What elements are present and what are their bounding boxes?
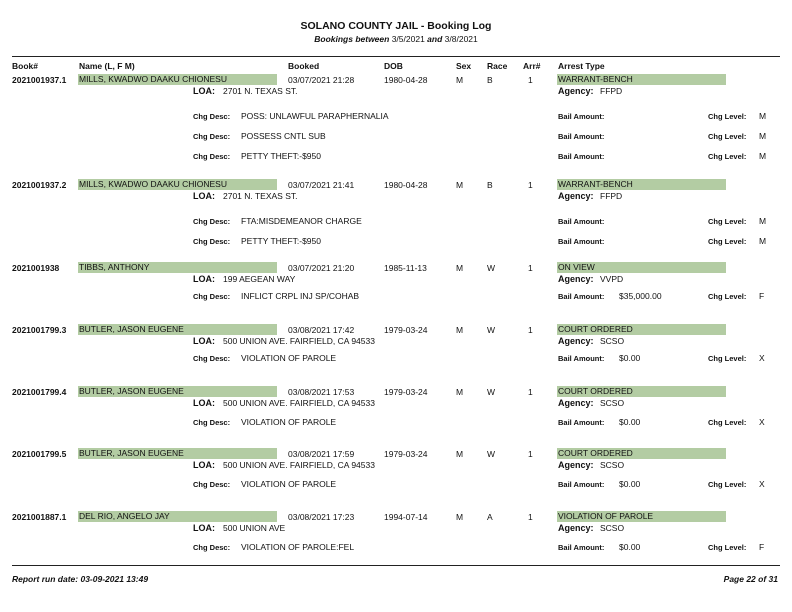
sex-value: M — [456, 512, 464, 522]
date-of-birth: 1980-04-28 — [384, 75, 428, 85]
sex-value: M — [456, 449, 464, 459]
inmate-name: TIBBS, ANTHONY — [78, 262, 277, 273]
charge-description: POSS: UNLAWFUL PARAPHERNALIA — [241, 111, 389, 121]
charge-description: VIOLATION OF PAROLE — [241, 353, 337, 363]
agency-label: Agency: — [558, 191, 594, 201]
arrest-type: COURT ORDERED — [557, 448, 726, 459]
loa-value: 500 UNION AVE. FAIRFIELD, CA 94533 — [223, 460, 375, 470]
chg-desc-label: Chg Desc: — [193, 217, 231, 226]
race-value: B — [487, 75, 493, 85]
charge-description: PETTY THEFT:-$950 — [241, 151, 321, 161]
loa-label: LOA: — [193, 86, 215, 96]
chg-level-label: Chg Level: — [708, 112, 747, 121]
col-header-booked: Booked — [288, 61, 320, 71]
chg-level-label: Chg Level: — [708, 132, 747, 141]
chg-desc-label: Chg Desc: — [193, 132, 231, 141]
race-value: W — [487, 387, 496, 397]
report-run-date: Report run date: 03-09-2021 13:49 — [12, 574, 149, 584]
bail-amount-label: Bail Amount: — [558, 292, 605, 301]
agency-label: Agency: — [558, 398, 594, 408]
bail-amount-label: Bail Amount: — [558, 152, 605, 161]
chg-desc-label: Chg Desc: — [193, 112, 231, 121]
charge-level: F — [759, 291, 765, 301]
charge-description: POSSESS CNTL SUB — [241, 131, 326, 141]
inmate-name: MILLS, KWADWO DAAKU CHIONESU — [78, 179, 277, 190]
arrest-number: 1 — [528, 512, 533, 522]
bail-amount-value: $35,000.00 — [619, 291, 662, 301]
agency-label: Agency: — [558, 460, 594, 470]
bail-amount-label: Bail Amount: — [558, 132, 605, 141]
date-of-birth: 1979-03-24 — [384, 325, 428, 335]
booking-number: 2021001937.1 — [12, 75, 67, 85]
charge-level: X — [759, 353, 765, 363]
booked-datetime: 03/08/2021 17:53 — [288, 387, 355, 397]
charge-description: VIOLATION OF PAROLE:FEL — [241, 542, 355, 552]
subtitle-prefix: Bookings between — [314, 34, 390, 44]
chg-desc-label: Chg Desc: — [193, 418, 231, 427]
sex-value: M — [456, 75, 464, 85]
arrest-number: 1 — [528, 180, 533, 190]
loa-value: 2701 N. TEXAS ST. — [223, 191, 298, 201]
loa-label: LOA: — [193, 336, 215, 346]
chg-level-label: Chg Level: — [708, 543, 747, 552]
booking-number: 2021001799.4 — [12, 387, 67, 397]
loa-value: 500 UNION AVE — [223, 523, 286, 533]
charge-level: M — [759, 236, 767, 246]
agency-label: Agency: — [558, 274, 594, 284]
chg-desc-label: Chg Desc: — [193, 152, 231, 161]
col-header-arrest-type: Arrest Type — [558, 61, 605, 71]
bail-amount-label: Bail Amount: — [558, 543, 605, 552]
inmate-name: DEL RIO, ANGELO JAY — [78, 511, 277, 522]
chg-desc-label: Chg Desc: — [193, 543, 231, 552]
chg-desc-label: Chg Desc: — [193, 237, 231, 246]
col-header-race: Race — [487, 61, 508, 71]
sex-value: M — [456, 263, 464, 273]
bail-amount-label: Bail Amount: — [558, 354, 605, 363]
col-header-book: Book# — [12, 61, 38, 71]
charge-description: PETTY THEFT:-$950 — [241, 236, 321, 246]
loa-value: 2701 N. TEXAS ST. — [223, 86, 298, 96]
arrest-type: WARRANT-BENCH — [557, 179, 726, 190]
arrest-number: 1 — [528, 449, 533, 459]
booked-datetime: 03/08/2021 17:59 — [288, 449, 355, 459]
agency-value: SCSO — [600, 398, 625, 408]
loa-value: 199 AEGEAN WAY — [223, 274, 296, 284]
charge-level: M — [759, 216, 767, 226]
chg-level-label: Chg Level: — [708, 480, 747, 489]
charge-description: INFLICT CRPL INJ SP/COHAB — [241, 291, 360, 301]
chg-desc-label: Chg Desc: — [193, 354, 231, 363]
agency-value: SCSO — [600, 523, 625, 533]
race-value: A — [487, 512, 493, 522]
booked-datetime: 03/07/2021 21:41 — [288, 180, 355, 190]
loa-label: LOA: — [193, 398, 215, 408]
page-number: Page 22 of 31 — [723, 574, 778, 584]
arrest-type: VIOLATION OF PAROLE — [557, 511, 726, 522]
date-of-birth: 1980-04-28 — [384, 180, 428, 190]
loa-value: 500 UNION AVE. FAIRFIELD, CA 94533 — [223, 398, 375, 408]
chg-desc-label: Chg Desc: — [193, 292, 231, 301]
booking-number: 2021001937.2 — [12, 180, 67, 190]
chg-level-label: Chg Level: — [708, 418, 747, 427]
bail-amount-label: Bail Amount: — [558, 112, 605, 121]
arrest-type: COURT ORDERED — [557, 386, 726, 397]
date-of-birth: 1985-11-13 — [384, 263, 427, 273]
subtitle-start-date: 3/5/2021 — [391, 34, 425, 44]
booked-datetime: 03/07/2021 21:20 — [288, 263, 355, 273]
agency-value: FFPD — [600, 86, 623, 96]
arrest-number: 1 — [528, 75, 533, 85]
charge-level: M — [759, 151, 767, 161]
chg-level-label: Chg Level: — [708, 354, 747, 363]
date-of-birth: 1979-03-24 — [384, 387, 428, 397]
col-header-sex: Sex — [456, 61, 472, 71]
arrest-type: COURT ORDERED — [557, 324, 726, 335]
bail-amount-value: $0.00 — [619, 417, 641, 427]
race-value: B — [487, 180, 493, 190]
chg-level-label: Chg Level: — [708, 292, 747, 301]
agency-label: Agency: — [558, 86, 594, 96]
booking-number: 2021001799.5 — [12, 449, 67, 459]
booked-datetime: 03/07/2021 21:28 — [288, 75, 355, 85]
bail-amount-value: $0.00 — [619, 479, 641, 489]
charge-level: X — [759, 417, 765, 427]
race-value: W — [487, 263, 496, 273]
arrest-number: 1 — [528, 325, 533, 335]
charge-level: M — [759, 111, 767, 121]
agency-label: Agency: — [558, 336, 594, 346]
booked-datetime: 03/08/2021 17:42 — [288, 325, 355, 335]
bail-amount-value: $0.00 — [619, 353, 641, 363]
agency-label: Agency: — [558, 523, 594, 533]
charge-level: F — [759, 542, 765, 552]
header-top-rule — [12, 56, 780, 57]
agency-value: VVPD — [600, 274, 624, 284]
charge-description: FTA:MISDEMEANOR CHARGE — [241, 216, 362, 226]
booking-number: 2021001887.1 — [12, 512, 67, 522]
col-header-name: Name (L, F M) — [79, 61, 135, 71]
bail-amount-label: Bail Amount: — [558, 418, 605, 427]
booked-datetime: 03/08/2021 17:23 — [288, 512, 355, 522]
bail-amount-label: Bail Amount: — [558, 480, 605, 489]
charge-level: X — [759, 479, 765, 489]
race-value: W — [487, 449, 496, 459]
chg-level-label: Chg Level: — [708, 237, 747, 246]
loa-label: LOA: — [193, 460, 215, 470]
footer-rule — [12, 565, 780, 566]
booking-number: 2021001938 — [12, 263, 60, 273]
bail-amount-label: Bail Amount: — [558, 217, 605, 226]
arrest-type: WARRANT-BENCH — [557, 74, 726, 85]
subtitle-end-date: 3/8/2021 — [444, 34, 478, 44]
col-header-arr: Arr# — [523, 61, 541, 71]
arrest-type: ON VIEW — [557, 262, 726, 273]
loa-label: LOA: — [193, 274, 215, 284]
agency-value: SCSO — [600, 460, 625, 470]
chg-level-label: Chg Level: — [708, 217, 747, 226]
report-title: SOLANO COUNTY JAIL - Booking Log — [300, 20, 492, 32]
booking-number: 2021001799.3 — [12, 325, 67, 335]
sex-value: M — [456, 180, 464, 190]
inmate-name: MILLS, KWADWO DAAKU CHIONESU — [78, 74, 277, 85]
subtitle-and: and — [427, 34, 443, 44]
bail-amount-value: $0.00 — [619, 542, 641, 552]
loa-value: 500 UNION AVE. FAIRFIELD, CA 94533 — [223, 336, 375, 346]
report-subtitle — [0, 34, 792, 44]
charge-description: VIOLATION OF PAROLE — [241, 417, 337, 427]
inmate-name: BUTLER, JASON EUGENE — [78, 386, 277, 397]
chg-desc-label: Chg Desc: — [193, 480, 231, 489]
arrest-number: 1 — [528, 387, 533, 397]
col-header-dob: DOB — [384, 61, 403, 71]
date-of-birth: 1994-07-14 — [384, 512, 428, 522]
inmate-name: BUTLER, JASON EUGENE — [78, 448, 277, 459]
agency-value: FFPD — [600, 191, 623, 201]
agency-value: SCSO — [600, 336, 625, 346]
charge-level: M — [759, 131, 767, 141]
sex-value: M — [456, 325, 464, 335]
sex-value: M — [456, 387, 464, 397]
loa-label: LOA: — [193, 191, 215, 201]
chg-level-label: Chg Level: — [708, 152, 747, 161]
race-value: W — [487, 325, 496, 335]
inmate-name: BUTLER, JASON EUGENE — [78, 324, 277, 335]
date-of-birth: 1979-03-24 — [384, 449, 428, 459]
charge-description: VIOLATION OF PAROLE — [241, 479, 337, 489]
bail-amount-label: Bail Amount: — [558, 237, 605, 246]
loa-label: LOA: — [193, 523, 215, 533]
arrest-number: 1 — [528, 263, 533, 273]
